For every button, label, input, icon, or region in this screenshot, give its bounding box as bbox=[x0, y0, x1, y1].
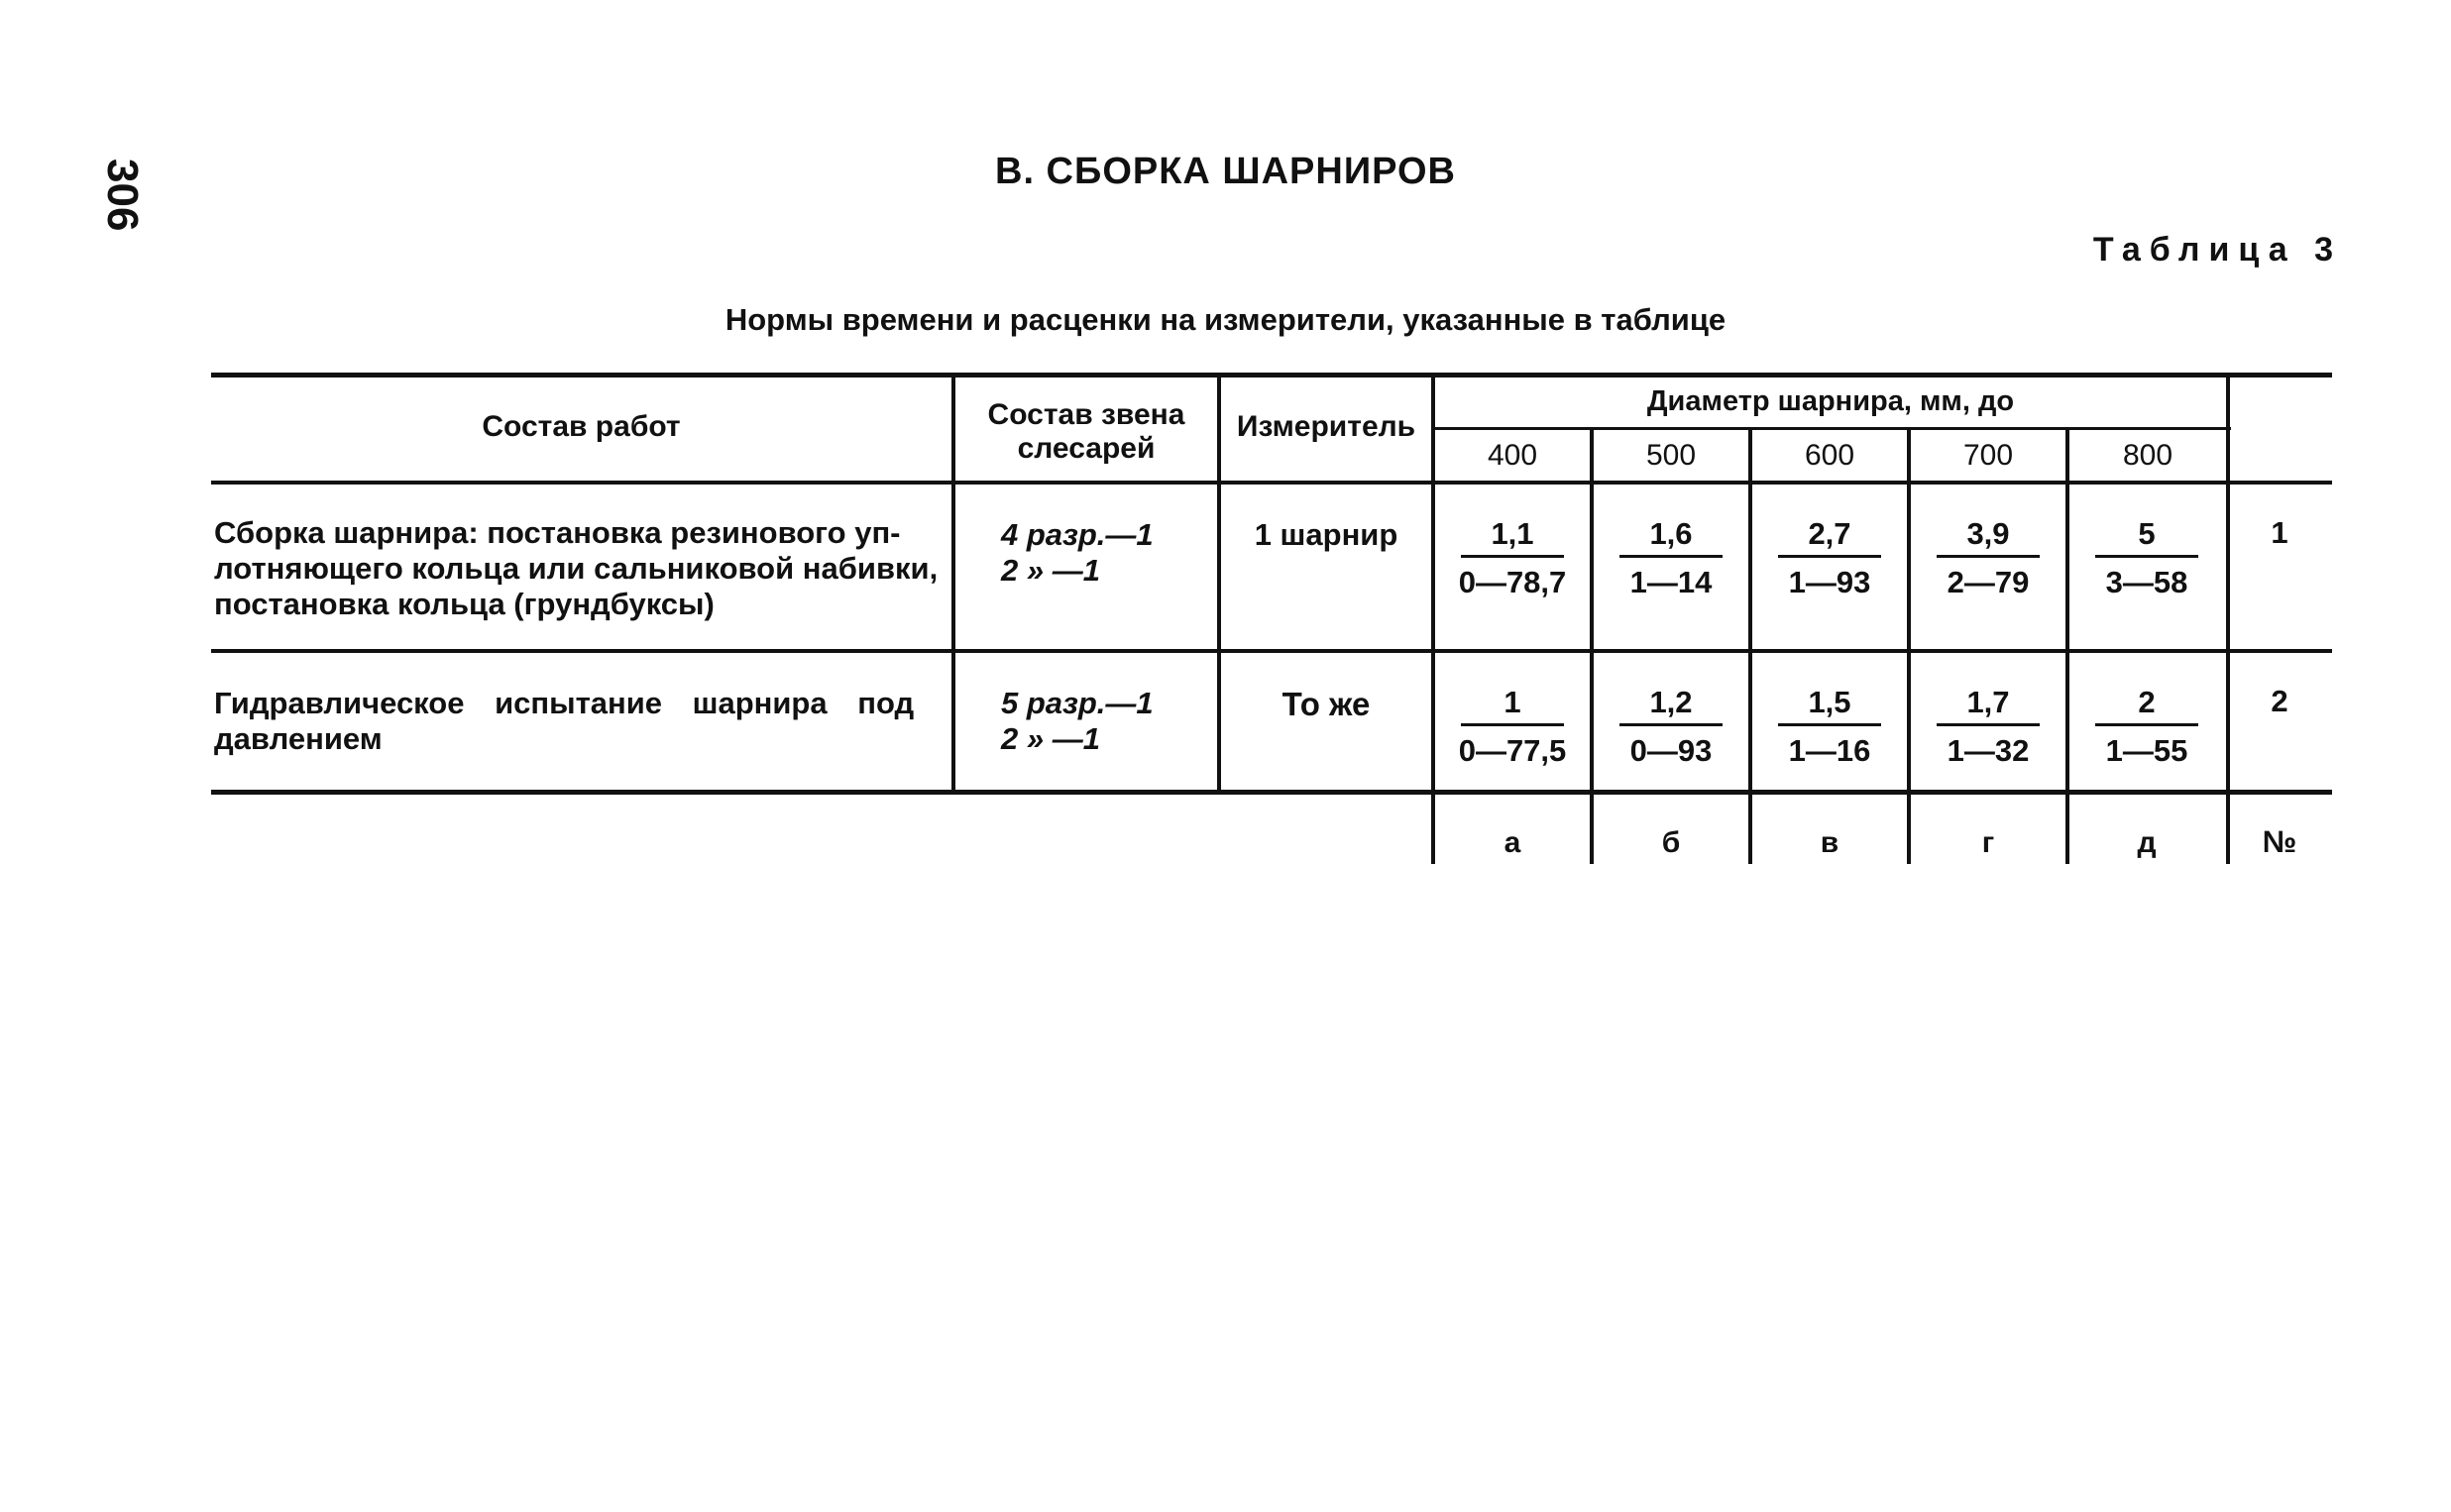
header-size-500: 500 bbox=[1645, 439, 1697, 472]
header-size-600: 600 bbox=[1804, 439, 1855, 472]
table-bottom-rule bbox=[211, 790, 2332, 795]
row1-work bbox=[214, 515, 944, 622]
row2-work-line1: Гидравлическое испытание шарнира под bbox=[214, 686, 915, 720]
row2-cell-700 bbox=[1909, 684, 2067, 770]
row2-number: 2 bbox=[2271, 684, 2288, 718]
rate-value: 1—32 bbox=[1947, 733, 2030, 768]
row1-unit: 1 шарнир bbox=[1254, 517, 1398, 552]
fraction-bar bbox=[2095, 723, 2198, 726]
norm-value: 1,6 bbox=[1649, 516, 1693, 551]
row2-cell-600 bbox=[1750, 684, 1909, 770]
column-letter-b: б bbox=[1661, 826, 1681, 859]
fraction-bar bbox=[1937, 555, 2040, 558]
rate-value: 0—77,5 bbox=[1458, 733, 1567, 768]
norm-value: 1,2 bbox=[1649, 685, 1693, 719]
norm-value: 1 bbox=[1504, 685, 1521, 719]
row1-cell-400 bbox=[1433, 515, 1592, 601]
row1-cell-500 bbox=[1592, 515, 1750, 601]
row1-work-line2: лотняющего кольца или сальниковой набивки, bbox=[214, 551, 939, 586]
header-bottom-rule bbox=[211, 481, 2332, 485]
header-diameter: Диаметр шарнира, мм, до bbox=[1646, 385, 2015, 417]
row1-cell-700 bbox=[1909, 515, 2067, 601]
header-crew bbox=[955, 398, 1217, 466]
column-letter-d: д bbox=[2137, 826, 2157, 859]
row1-crew-line2: 2 » —1 bbox=[1001, 553, 1100, 588]
fraction-bar bbox=[1778, 723, 1881, 726]
row2-crew-line2: 2 » —1 bbox=[1001, 721, 1100, 756]
norm-value: 3,9 bbox=[1966, 516, 2010, 551]
fraction-bar bbox=[1619, 723, 1723, 726]
col-divider bbox=[1907, 427, 1911, 864]
row2-crew-line1: 5 разр.—1 bbox=[1001, 686, 1154, 720]
norm-value: 2,7 bbox=[1808, 516, 1851, 551]
row2-cell-800 bbox=[2067, 684, 2226, 770]
norm-value: 5 bbox=[2138, 516, 2156, 551]
rate-value: 0—78,7 bbox=[1458, 565, 1567, 599]
rate-value: 3—58 bbox=[2105, 565, 2188, 599]
norm-value: 2 bbox=[2138, 685, 2156, 719]
rate-value: 0—93 bbox=[1629, 733, 1713, 768]
header-size-700: 700 bbox=[1962, 439, 2014, 472]
row2-unit: То же bbox=[1281, 686, 1371, 722]
row1-crew-line1: 4 разр.—1 bbox=[1001, 517, 1154, 552]
fraction-bar bbox=[1461, 555, 1564, 558]
column-letter-v: в bbox=[1820, 826, 1839, 859]
rate-value: 2—79 bbox=[1947, 565, 2030, 599]
row1-number: 1 bbox=[2271, 515, 2288, 550]
col-divider bbox=[1748, 427, 1752, 864]
number-column-label: № bbox=[2262, 824, 2297, 859]
col-divider bbox=[2065, 427, 2069, 864]
row-separator-rule bbox=[211, 649, 2332, 653]
header-crew-line1: Состав звена bbox=[987, 398, 1185, 431]
col-divider bbox=[2226, 375, 2230, 864]
row1-work-line3: постановка кольца (грундбуксы) bbox=[214, 587, 715, 621]
page-number: 306 bbox=[98, 159, 147, 232]
row2-crew bbox=[1001, 686, 1209, 757]
header-size-800: 800 bbox=[2122, 439, 2173, 472]
norm-value: 1,1 bbox=[1491, 516, 1534, 551]
table-top-rule bbox=[211, 373, 2332, 378]
column-letter-a: а bbox=[1504, 826, 1521, 859]
header-work: Состав работ bbox=[482, 410, 681, 443]
diameter-header-rule bbox=[1433, 427, 2231, 430]
rate-value: 1—55 bbox=[2105, 733, 2188, 768]
norm-value: 1,7 bbox=[1966, 685, 2010, 719]
table-label: Таблица 3 bbox=[2092, 231, 2342, 269]
column-letter-g: г bbox=[1981, 826, 1995, 859]
rate-value: 1—93 bbox=[1788, 565, 1871, 599]
fraction-bar bbox=[1937, 723, 2040, 726]
row1-cell-600 bbox=[1750, 515, 1909, 601]
row1-crew bbox=[1001, 517, 1209, 589]
row2-cell-400 bbox=[1433, 684, 1592, 770]
table-caption: Нормы времени и расценки на измерители, указанные в таблице bbox=[724, 302, 1727, 337]
col-divider bbox=[1590, 427, 1594, 864]
header-size-400: 400 bbox=[1487, 439, 1538, 472]
rate-value: 1—14 bbox=[1629, 565, 1713, 599]
row2-work bbox=[214, 686, 944, 757]
row2-work-line2: давлением bbox=[214, 721, 383, 756]
norm-value: 1,5 bbox=[1808, 685, 1851, 719]
fraction-bar bbox=[1461, 723, 1564, 726]
row1-work-line1: Сборка шарнира: постановка резинового уп- bbox=[214, 515, 901, 550]
row2-cell-500 bbox=[1592, 684, 1750, 770]
fraction-bar bbox=[1619, 555, 1723, 558]
rate-value: 1—16 bbox=[1788, 733, 1871, 768]
row1-cell-800 bbox=[2067, 515, 2226, 601]
header-crew-line2: слесарей bbox=[1017, 432, 1156, 465]
section-title: В. СБОРКА ШАРНИРОВ bbox=[995, 151, 1456, 192]
fraction-bar bbox=[1778, 555, 1881, 558]
header-unit: Измеритель bbox=[1236, 410, 1416, 443]
fraction-bar bbox=[2095, 555, 2198, 558]
